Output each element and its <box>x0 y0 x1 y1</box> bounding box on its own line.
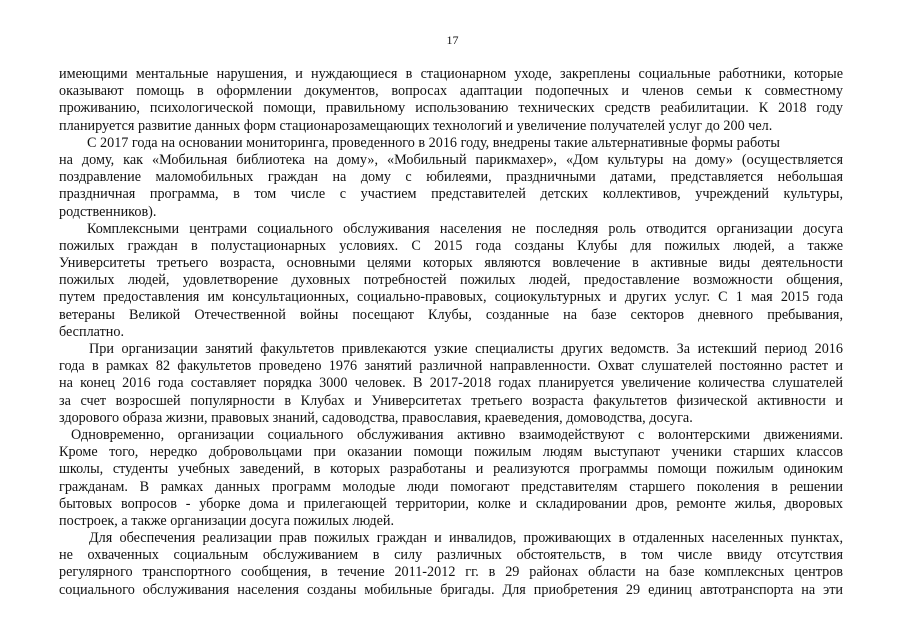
text-line: бытовых вопросов - уборке дома и прилегающей территории, колке и складировании дров, ремонте жилья, дворовых <box>59 495 843 512</box>
text-line: путем предоставления им консультационных, социально-правовых, социокультурных и других услуг. С 1 мая 2015 года <box>59 289 843 306</box>
text-line: здорового образа жизни, правовых знаний, садоводства, православия, краеведения, домоводства, досуга. <box>59 409 693 426</box>
text-line: бесплатно. <box>59 323 125 340</box>
text-line: Одновременно, организации социального обслуживания активно взаимодействуют с волонтерскими движениями. <box>71 426 843 443</box>
text-line: гражданам. В рамках данных программ молодые люди помогают представителям старшего поколения в решении <box>59 478 843 495</box>
text-line: При организации занятий факультетов привлекаются узкие специалисты других ведомств. За истекший период 2016 <box>89 341 843 357</box>
paragraph <box>59 135 843 221</box>
text-line: за счет возросшей популярности в Клубах и Университетах третьего возраста факультетов физической активности и <box>59 392 843 409</box>
text-line: школы, студенты учебных заведений, в которых разработаны и реализуются программы помощи пожилым одиноким <box>59 461 843 478</box>
text-line: пожилых людей, удовлетворение духовных потребностей пожилых людей, предоставление возможности общения, <box>59 272 843 289</box>
text-line: планируется развитие данных форм стационарозамещающих технологий и увеличение получателей услуг до 200 чел. <box>59 117 773 134</box>
text-line: родственников). <box>59 203 157 220</box>
text-line: на конец 2016 года составляет порядка 3000 человек. В 2017-2018 годах планируется увеличение количества слушателей <box>59 375 843 392</box>
text-line: праздничная программа, в том числе с участием представителей детских коллективов, учреждений культуры, <box>59 186 843 203</box>
text-line: ветераны Великой Отечественной войны посещают Клубы, созданные на базе секторов дневного пребывания, <box>59 306 843 323</box>
paragraph <box>59 427 843 530</box>
paragraph <box>59 66 843 135</box>
paragraph <box>59 341 843 427</box>
text-line: Кроме того, нередко добровольцами при оказании помощи пожилым людям выступают ученики старших классов <box>59 444 843 461</box>
text-line: построек, а также организации досуга пожилых людей. <box>59 512 395 529</box>
text-line: регулярного транспортного сообщения, в течение 2011-2012 гг. в 29 районах области на базе комплексных центров <box>59 564 843 581</box>
text-line: года в рамках 82 факультетов проведено 1976 занятий различной направленности. Охват слушателей постоянно растет и <box>59 358 843 375</box>
text-line: проживанию, психологической помощи, правильному использованию технических средств реабилитации. К 2018 году <box>59 100 843 117</box>
text-line: оказывают помощь в оформлении документов, вопросах адаптации подопечных и членов семьи к совместному <box>59 83 843 100</box>
text-line: социального обслуживания населения созданы мобильные бригады. Для приобретения 29 единиц автотранспорта на эти <box>59 581 843 598</box>
text-line: не охваченных социальным обслуживанием в силу различных обстоятельств, в том числе ввиду отсутствия <box>59 547 843 564</box>
text-line: имеющими ментальные нарушения, и нуждающиеся в стационарном уходе, закреплены социальные работники, которые <box>59 66 843 82</box>
text-line: Для обеспечения реализации прав пожилых граждан и инвалидов, проживающих в отдаленных населенных пунктах, <box>89 530 843 547</box>
text-line: поздравление маломобильных граждан на дому с юбилеями, праздничными датами, представляется небольшая <box>59 169 843 186</box>
text-line: Университеты третьего возраста, основными целями которых являются вовлечение в активные виды деятельности <box>59 255 843 272</box>
text-line: С 2017 года на основании мониторинга, проведенного в 2016 году, внедрены такие альтернативные формы работы <box>87 134 780 151</box>
document-body <box>59 66 843 599</box>
paragraph <box>59 530 843 599</box>
text-line: Комплексными центрами социального обслуживания населения не последняя роль отводится организации досуга <box>87 220 843 237</box>
text-line: на дому, как «Мобильная библиотека на дому», «Мобильный парикмахер», «Дом культуры на дому» (осуществляется <box>59 151 843 168</box>
paragraph <box>59 221 843 341</box>
page-number: 17 <box>446 33 459 47</box>
text-line: пожилых граждан в полустационарных условиях. С 2015 года созданы Клубы для пожилых людей, а также <box>59 237 843 254</box>
